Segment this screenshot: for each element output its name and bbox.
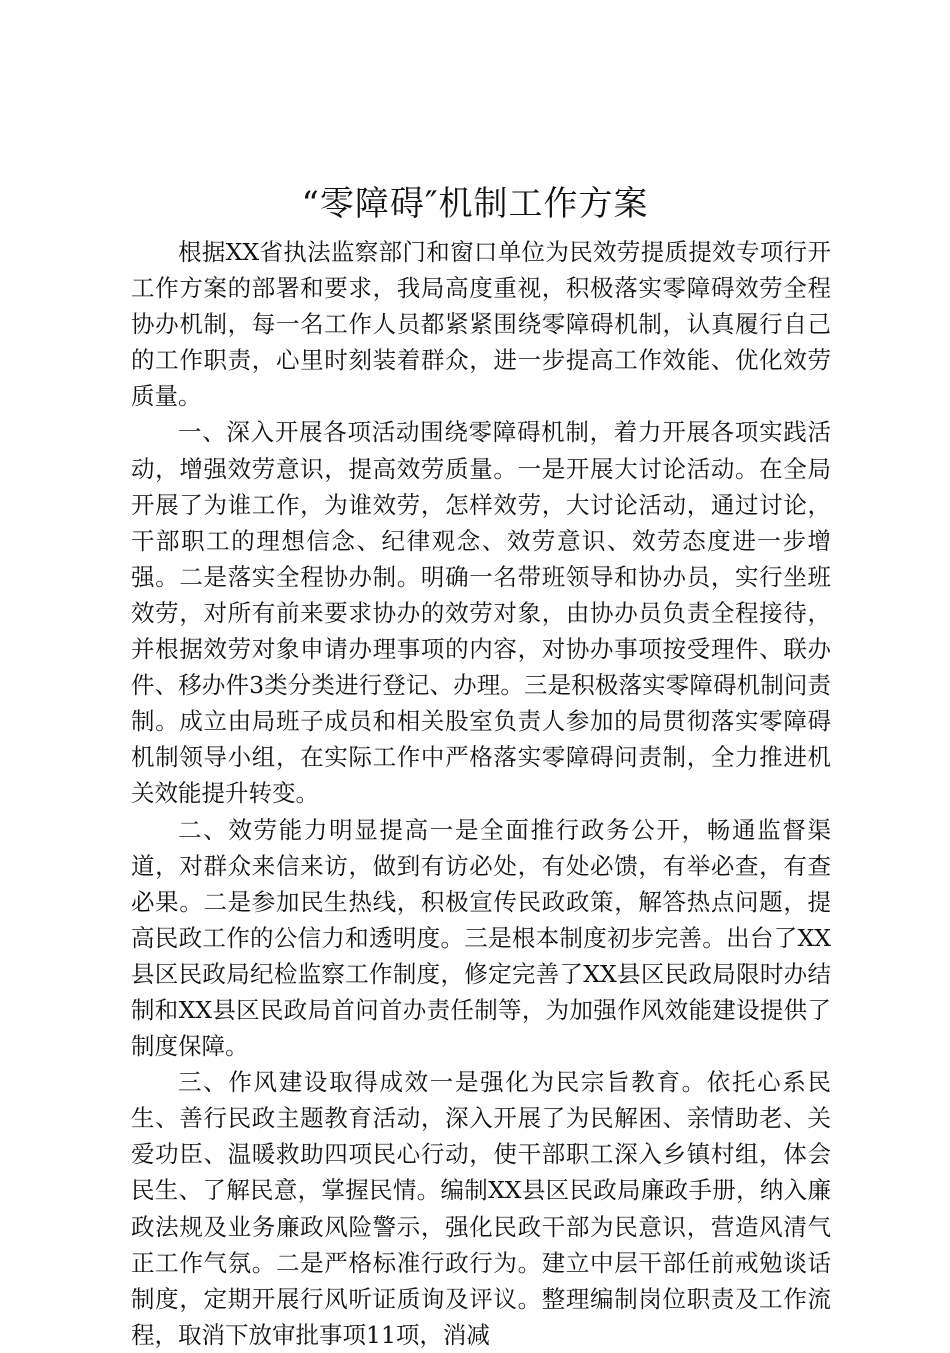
document-body	[131, 234, 831, 1353]
paragraph-section-1: 一、深入开展各项活动围绕零障碍机制，着力开展各项实践活动，增强效劳意识，提高效劳质量。一是开展大讨论活动。在全局开展了为谁工作，为谁效劳，怎样效劳，大讨论活动，通过讨论，干部职工的理想信念、纪律观念、效劳意识、效劳态度进一步增强。二是落实全程协办制。明确一名带班领导和协办员，实行坐班效劳，对所有前来要求协办的效劳对象，由协办员负责全程接待，并根据效劳对象申请办理事项的内容，对协办事项按受理件、联办件、移办件3类分类进行登记、办理。三是积极落实零障碍机制问责制。成立由局班子成员和相关股室负责人参加的局贯彻落实零障碍机制领导小组，在实际工作中严格落实零障碍问责制，全力推进机关效能提升转变。	[131, 418, 831, 808]
document-title: “零障碍″机制工作方案	[301, 184, 649, 224]
paragraph-section-3: 三、作风建设取得成效一是强化为民宗旨教育。依托心系民生、善行民政主题教育活动，深入开展了为民解困、亲情助老、关爱功臣、温暖救助四项民心行动，使干部职工深入乡镇村组，体会民生、了解民意，掌握民情。编制XX县区民政局廉政手册，纳入廉政法规及业务廉政风险警示，强化民政干部为民意识，营造风清气正工作气氛。二是严格标准行政行为。建立中层干部任前戒勉谈话制度，定期开展行风听证质询及评议。整理编制岗位职责及工作流程，取消下放审批事项11项，消减	[131, 1068, 831, 1349]
paragraph-section-2: 二、效劳能力明显提高一是全面推行政务公开，畅通监督渠道，对群众来信来访，做到有访必处，有处必馈，有举必查，有查必果。二是参加民生热线，积极宣传民政政策，解答热点问题，提高民政工作的公信力和透明度。三是根本制度初步完善。出台了XX县区民政局纪检监察工作制度，修定完善了XX县区民政局限时办结制和XX县区民政局首问首办责任制等，为加强作风效能建设提供了制度保障。	[131, 815, 831, 1061]
paragraph-intro: 根据XX省执法监察部门和窗口单位为民效劳提质提效专项行开工作方案的部署和要求，我局高度重视，积极落实零障碍效劳全程协办机制，每一名工作人员都紧紧围绕零障碍机制，认真履行自己的工作职责，心里时刻装着群众，进一步提高工作效能、优化效劳质量。	[131, 238, 831, 411]
